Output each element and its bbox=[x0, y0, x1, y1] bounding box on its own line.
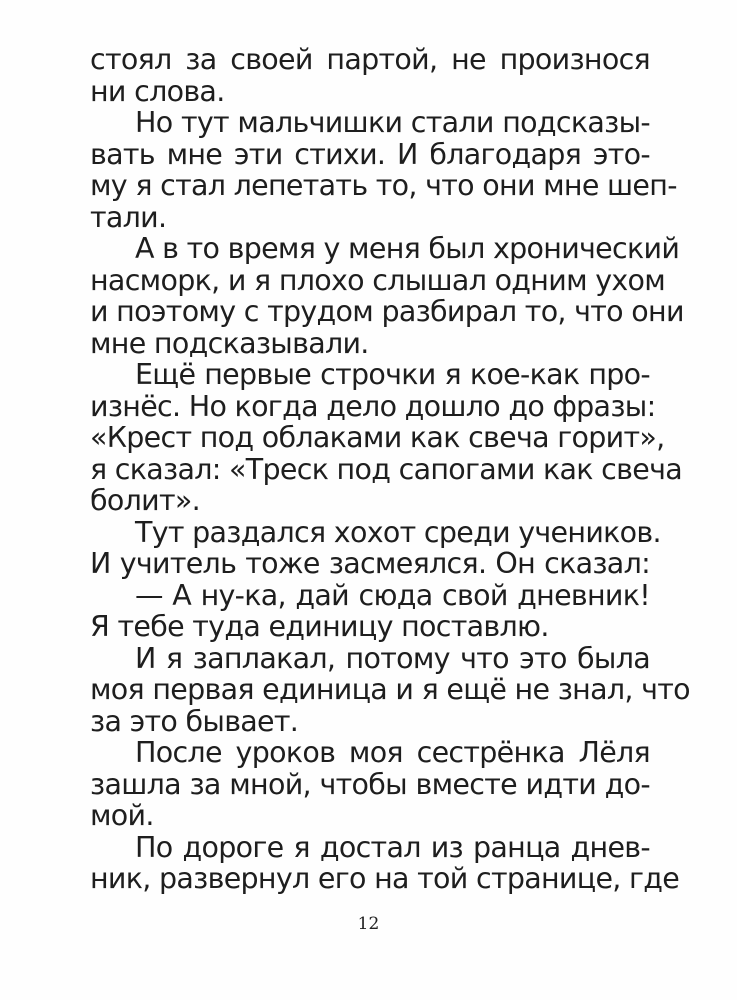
text-line: за это бывает. bbox=[90, 704, 299, 738]
body-text bbox=[90, 43, 690, 895]
text-line: и поэтому с трудом разбирал то, что они bbox=[90, 295, 684, 328]
text-line: После уроков моя сестрёнка Лёля bbox=[135, 736, 650, 769]
text-line: болит». bbox=[90, 484, 200, 517]
text-line: тали. bbox=[90, 200, 167, 234]
text-line: изнёс. Но когда дело дошло до фразы: bbox=[90, 389, 656, 423]
text-line: насморк, и я плохо слышал одним ухом bbox=[90, 263, 666, 297]
text-line: Я тебе туда единицу поставлю. bbox=[90, 610, 549, 643]
text-line: мне подсказывали. bbox=[90, 326, 369, 360]
text-line: ник, развернул его на той странице, где bbox=[90, 862, 680, 895]
text-line: зашла за мной, чтобы вместе идти до- bbox=[90, 767, 650, 801]
text-line: му я стал лепетать то, что они мне шеп- bbox=[90, 169, 677, 202]
text-line: стоял за своей партой, не произнося bbox=[90, 43, 650, 76]
page-number: 12 bbox=[357, 914, 380, 934]
text-line: А в то время у меня был хронический bbox=[135, 232, 680, 265]
text-line: Но тут мальчишки стали подсказы- bbox=[135, 106, 650, 139]
text-line: — А ну-ка, дай сюда свой дневник! bbox=[135, 578, 650, 612]
text-line: моя первая единица и я ещё не знал, что bbox=[90, 673, 690, 706]
text-line: Тут раздался хохот среди учеников. bbox=[135, 515, 661, 549]
text-line: я сказал: «Треск под сапогами как свеча bbox=[90, 452, 682, 486]
text-line: И учитель тоже засмеялся. Он сказал: bbox=[90, 547, 650, 580]
text-line: И я заплакал, потому что это была bbox=[135, 641, 650, 675]
text-line: мой. bbox=[90, 799, 154, 832]
text-line: Ещё первые строчки я кое-как про- bbox=[135, 358, 650, 391]
text-line: «Крест под облаками как свеча горит», bbox=[90, 421, 665, 454]
text-line: вать мне эти стихи. И благодаря это- bbox=[90, 137, 650, 171]
text-line: ни слова. bbox=[90, 74, 225, 108]
text-line: По дороге я достал из ранца днев- bbox=[135, 830, 650, 864]
